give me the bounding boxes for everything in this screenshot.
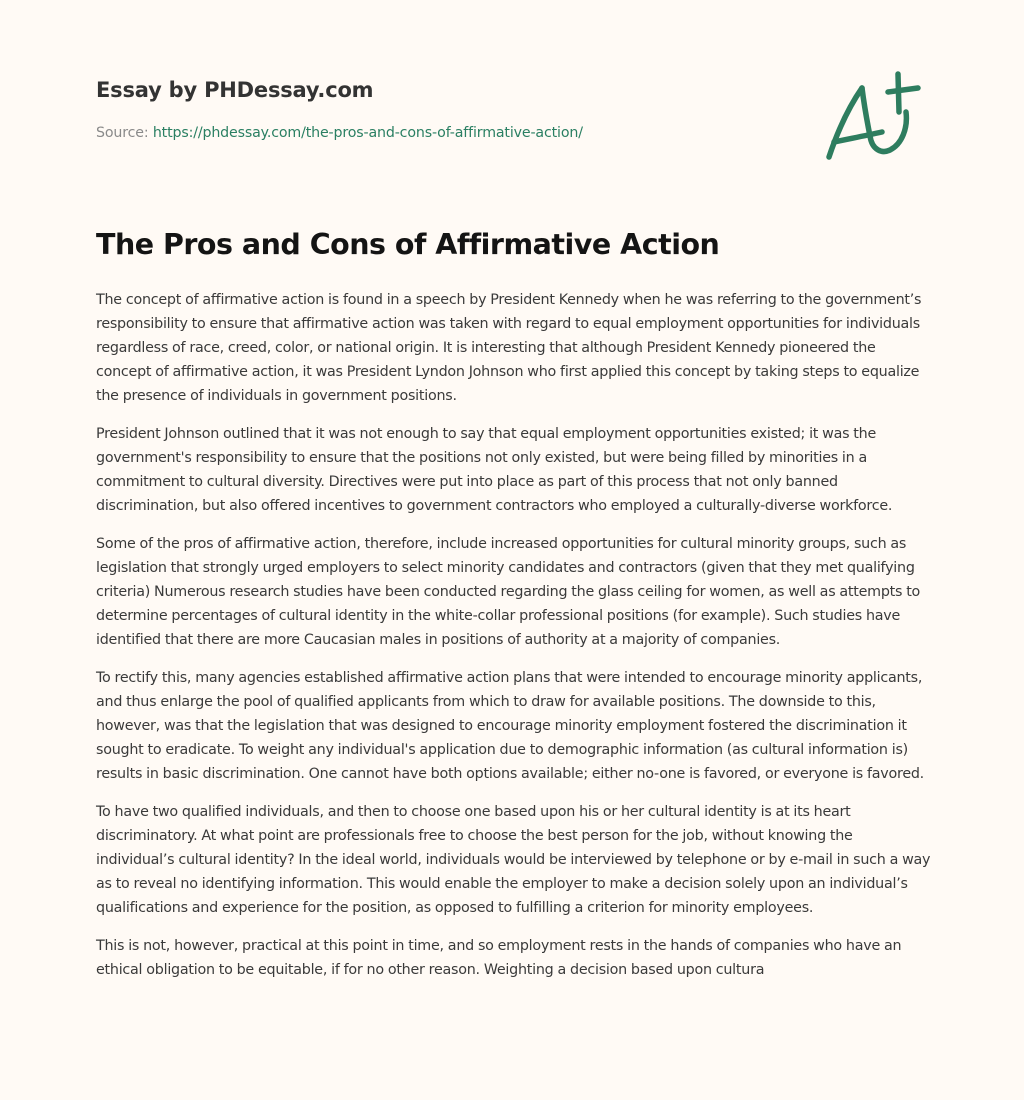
article-title: The Pros and Cons of Affirmative Action [96, 228, 720, 261]
paragraph-1: The concept of affirmative action is found in a speech by President Kennedy when he was referring to the government’s responsibility to ensure that affirmative action was taken with regard to equal employment opportunities for individuals regardless of race, creed, color, or national origin. It is interesting that although President Kennedy pioneered the concept of affirmative action, it was President Lyndon Johnson who first applied this concept by taking steps to equalize the presence of individuals in government positions. [96, 292, 922, 404]
paragraph-4: To rectify this, many agencies established affirmative action plans that were intended to encourage minority applicants, and thus enlarge the pool of qualified applicants from which to draw for available positions. The downside to this, however, was that the legislation that was designed to encourage minority employment fostered the discrimination it sought to eradicate. To weight any individual's application due to demographic information (as cultural information is) results in basic discrimination. One cannot have both options available; either no-one is favored, or everyone is favored. [96, 670, 924, 782]
paragraph-5: To have two qualified individuals, and then to choose one based upon his or her cultural identity is at its heart discriminatory. At what point are professionals free to choose the best person for the job, without knowing the individual’s cultural identity? In the ideal world, individuals would be interviewed by telephone or by e-mail in such a way as to reveal no identifying information. This would enable the employer to make a decision solely upon an individual’s qualifications and experience for the position, as opposed to fulfilling a criterion for minority employees. [96, 804, 931, 916]
a-plus-grade-icon [822, 66, 930, 166]
source-label: Source: [96, 125, 153, 141]
paragraph-2: President Johnson outlined that it was not enough to say that equal employment opportunities existed; it was the government's responsibility to ensure that the positions not only existed, but were being filled by minorities in a commitment to cultural diversity. Directives were put into place as part of this process that not only banned discrimination, but also offered incentives to government contractors who employed a culturally-diverse workforce. [96, 426, 893, 514]
page-header [96, 76, 926, 143]
paragraph-6: This is not, however, practical at this point in time, and so employment rests in the hands of companies who have an ethical obligation to be equitable, if for no other reason. Weighting a decision based upon cultura [96, 938, 902, 978]
source-line [96, 123, 926, 143]
source-link[interactable]: https://phdessay.com/the-pros-and-cons-of-affirmative-action/ [152, 125, 583, 141]
essay-article [96, 226, 932, 996]
site-title: Essay by PHDessay.com [96, 78, 374, 102]
paragraph-3: Some of the pros of affirmative action, therefore, include increased opportunities for cultural minority groups, such as legislation that strongly urged employers to select minority candidates and contractors (given that they met qualifying criteria) Numerous research studies have been conducted regarding the glass ceiling for women, as well as attempts to determine percentages of cultural identity in the white-collar professional positions (for example). Such studies have identified that there are more Caucasian males in positions of authority at a majority of companies. [96, 536, 921, 648]
